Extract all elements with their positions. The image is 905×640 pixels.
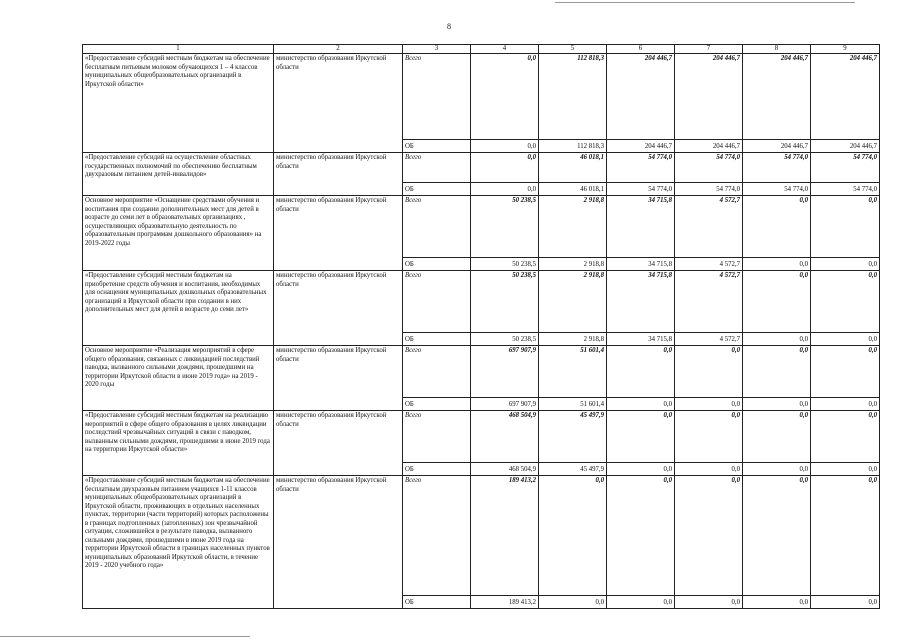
value-cell: 2 918,8 (539, 196, 607, 258)
value-cell: 0,0 (811, 398, 880, 411)
value-cell: 0,0 (811, 346, 880, 398)
executor-cell: министерство образования Иркутской области (274, 476, 403, 609)
value-cell: 0,0 (811, 596, 880, 609)
source-ob-label: ОБ (403, 398, 471, 411)
value-cell: 0,0 (811, 463, 880, 476)
value-cell: 189 413,2 (471, 476, 539, 596)
value-cell: 0,0 (743, 271, 811, 333)
value-cell: 54 774,0 (811, 183, 880, 196)
measure-name-cell: Основное мероприятие «Реализация мероприятий в сфере общего образования, связанных с ликвидацией последствий паводка, вызванного сильными дождями, прошедшими на территории Иркутской области в июне 2019 года» на 2019 - 2020 годы (83, 346, 274, 411)
column-header: 5 (539, 45, 607, 54)
measure-name-cell: «Предоставление субсидий местным бюджетам на приобретение средств обучения и воспитания, необходимых для оснащения муниципальных дошкольных образовательных организаций в Иркутской области при создании в них дополнительных мест для детей в возрасте до семи лет» (83, 271, 274, 346)
value-cell: 0,0 (675, 463, 743, 476)
value-cell: 0,0 (811, 196, 880, 258)
value-cell: 204 446,7 (675, 54, 743, 140)
column-header: 4 (471, 45, 539, 54)
source-ob-label: ОБ (403, 333, 471, 346)
column-header: 6 (607, 45, 675, 54)
table-row (83, 346, 880, 398)
executor-cell: министерство образования Иркутской области (274, 153, 403, 196)
value-cell: 54 774,0 (675, 183, 743, 196)
source-total-label: Всего (403, 346, 471, 398)
source-total-label: Всего (403, 271, 471, 333)
source-total-label: Всего (403, 153, 471, 183)
source-total-label: Всего (403, 54, 471, 140)
value-cell: 0,0 (471, 153, 539, 183)
value-cell: 45 497,9 (539, 411, 607, 463)
measure-name-cell: Основное мероприятие «Оснащение средствами обучения и воспитания при создании дополнительных мест для детей в возрасте до семи лет в образовательных организациях , осуществляющих образовательную деятельность по образовательным программам дошкольного образования» на 2019-2022 годы (83, 196, 274, 271)
value-cell: 34 715,8 (607, 258, 675, 271)
value-cell: 204 446,7 (743, 140, 811, 153)
value-cell: 34 715,8 (607, 271, 675, 333)
value-cell: 2 918,8 (539, 333, 607, 346)
value-cell: 54 774,0 (743, 183, 811, 196)
column-header: 1 (83, 45, 274, 54)
value-cell: 0,0 (607, 398, 675, 411)
value-cell: 0,0 (607, 476, 675, 596)
value-cell: 0,0 (743, 411, 811, 463)
value-cell: 0,0 (471, 140, 539, 153)
value-cell: 112 818,3 (539, 54, 607, 140)
value-cell: 46 018,1 (539, 153, 607, 183)
executor-cell: министерство образования Иркутской области (274, 196, 403, 271)
value-cell: 0,0 (675, 398, 743, 411)
value-cell: 54 774,0 (607, 153, 675, 183)
value-cell: 45 497,9 (539, 463, 607, 476)
scan-artifact-line (555, 2, 855, 3)
value-cell: 0,0 (607, 346, 675, 398)
value-cell: 0,0 (607, 463, 675, 476)
executor-cell: министерство образования Иркутской области (274, 346, 403, 411)
value-cell: 0,0 (539, 596, 607, 609)
column-header: 2 (274, 45, 403, 54)
value-cell: 0,0 (743, 398, 811, 411)
value-cell: 0,0 (743, 333, 811, 346)
value-cell: 0,0 (743, 196, 811, 258)
value-cell: 50 238,5 (471, 196, 539, 258)
value-cell: 54 774,0 (743, 153, 811, 183)
value-cell: 4 572,7 (675, 271, 743, 333)
column-header: 9 (811, 45, 880, 54)
value-cell: 0,0 (743, 596, 811, 609)
value-cell: 204 446,7 (811, 140, 880, 153)
value-cell: 0,0 (811, 271, 880, 333)
measure-name-cell: «Предоставление субсидий местным бюджетам на обеспечение бесплатным двухразовым питанием учащихся 1-11 классов муниципальных общеобразовательных организаций в Иркутской области, проживающих в отдельных населенных пунктах, территории (части территорий) которых расположены в границах подтопленных (затопленных) зон чрезвычайной ситуации, сложившейся в результате паводка, вызванного сильными дождями, прошедшими в июне 2019 года на территории Иркутской области в границах населенных пунктов муниципальных образований Иркутской области, в течение 2019 - 2020 учебного года» (83, 476, 274, 609)
value-cell: 204 446,7 (811, 54, 880, 140)
column-header: 3 (403, 45, 471, 54)
source-ob-label: ОБ (403, 596, 471, 609)
table-row (83, 476, 880, 596)
source-ob-label: ОБ (403, 258, 471, 271)
value-cell: 204 446,7 (607, 140, 675, 153)
source-ob-label: ОБ (403, 140, 471, 153)
value-cell: 50 238,5 (471, 258, 539, 271)
value-cell: 468 504,9 (471, 463, 539, 476)
value-cell: 468 504,9 (471, 411, 539, 463)
value-cell: 697 907,9 (471, 398, 539, 411)
measure-name-cell: «Предоставление субсидий местным бюджетам на реализацию мероприятий в сфере общего образования в целях ликвидации последствий чрезвычайных ситуаций в связи с паводком, вызванным сильными дождями, прошедшими в июне 2019 года на территории Иркутской области» (83, 411, 274, 476)
source-ob-label: ОБ (403, 183, 471, 196)
value-cell: 0,0 (607, 596, 675, 609)
value-cell: 4 572,7 (675, 258, 743, 271)
value-cell: 0,0 (539, 476, 607, 596)
value-cell: 2 918,8 (539, 258, 607, 271)
value-cell: 0,0 (675, 596, 743, 609)
source-total-label: Всего (403, 411, 471, 463)
value-cell: 204 446,7 (675, 140, 743, 153)
value-cell: 4 572,7 (675, 196, 743, 258)
page-number: 8 (447, 22, 451, 31)
value-cell: 0,0 (811, 411, 880, 463)
value-cell: 112 818,3 (539, 140, 607, 153)
value-cell: 204 446,7 (743, 54, 811, 140)
value-cell: 2 918,8 (539, 271, 607, 333)
value-cell: 51 601,4 (539, 346, 607, 398)
value-cell: 50 238,5 (471, 271, 539, 333)
value-cell: 0,0 (471, 183, 539, 196)
budget-table (82, 44, 880, 609)
executor-cell: министерство образования Иркутской области (274, 54, 403, 153)
table-row (83, 411, 880, 463)
value-cell: 0,0 (811, 258, 880, 271)
value-cell: 50 238,5 (471, 333, 539, 346)
value-cell: 0,0 (811, 333, 880, 346)
value-cell: 51 601,4 (539, 398, 607, 411)
value-cell: 0,0 (743, 346, 811, 398)
value-cell: 0,0 (811, 476, 880, 596)
source-total-label: Всего (403, 476, 471, 596)
value-cell: 697 907,9 (471, 346, 539, 398)
source-total-label: Всего (403, 196, 471, 258)
table-row (83, 196, 880, 258)
column-number-row (83, 45, 880, 54)
measure-name-cell: «Предоставление субсидий местным бюджетам на обеспечение бесплатным питьевым молоком обучающихся 1 – 4 классов муниципальных общеобразовательных организаций в Иркутской области» (83, 54, 274, 153)
scan-artifact-line (0, 636, 250, 637)
value-cell: 54 774,0 (675, 153, 743, 183)
source-ob-label: ОБ (403, 463, 471, 476)
executor-cell: министерство образования Иркутской области (274, 271, 403, 346)
value-cell: 0,0 (675, 411, 743, 463)
table-row (83, 271, 880, 333)
value-cell: 54 774,0 (607, 183, 675, 196)
value-cell: 34 715,8 (607, 196, 675, 258)
value-cell: 0,0 (743, 258, 811, 271)
table-row (83, 54, 880, 140)
table-row (83, 153, 880, 183)
value-cell: 0,0 (743, 463, 811, 476)
value-cell: 189 413,2 (471, 596, 539, 609)
value-cell: 0,0 (607, 411, 675, 463)
value-cell: 0,0 (743, 476, 811, 596)
value-cell: 54 774,0 (811, 153, 880, 183)
value-cell: 4 572,7 (675, 333, 743, 346)
column-header: 8 (743, 45, 811, 54)
value-cell: 0,0 (675, 476, 743, 596)
measure-name-cell: «Предоставление субсидий на осуществление областных государственных полномочий по обеспечению бесплатным двухразовым питанием детей-инвалидов» (83, 153, 274, 196)
value-cell: 0,0 (675, 346, 743, 398)
value-cell: 46 018,1 (539, 183, 607, 196)
value-cell: 0,0 (471, 54, 539, 140)
value-cell: 204 446,7 (607, 54, 675, 140)
column-header: 7 (675, 45, 743, 54)
value-cell: 34 715,8 (607, 333, 675, 346)
executor-cell: министерство образования Иркутской области (274, 411, 403, 476)
